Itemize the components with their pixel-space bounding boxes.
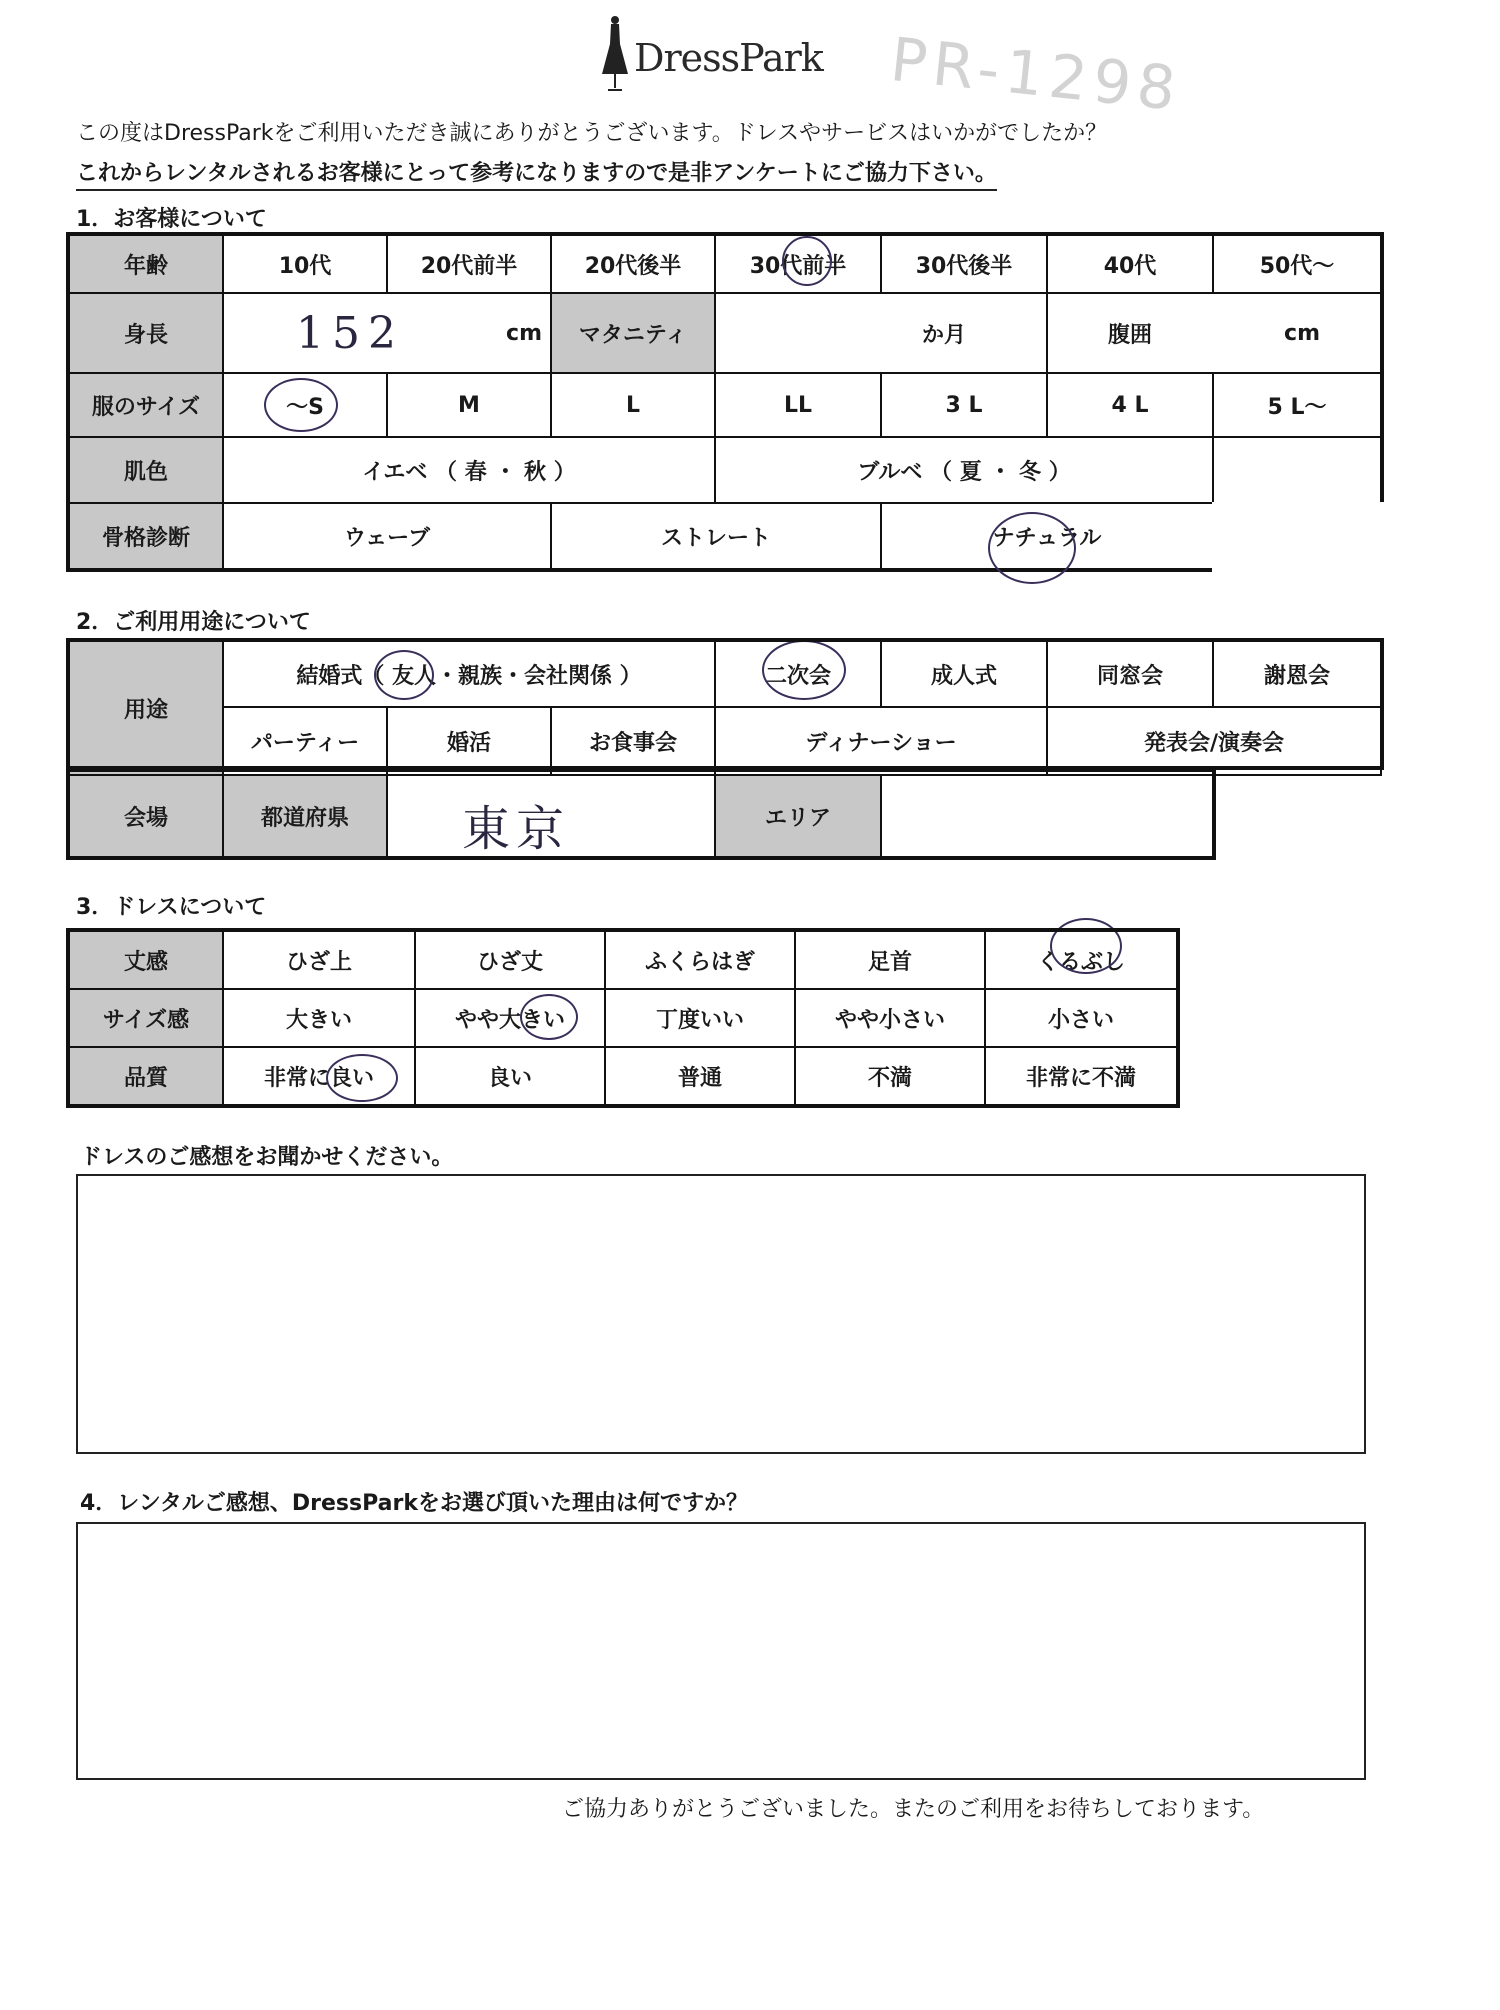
purpose-after-party-selected[interactable]: 二次会 [714, 640, 882, 708]
waist-unit: cm [1284, 320, 1320, 346]
dress-comment-label: ドレスのご感想をお聞かせください。 [80, 1145, 454, 1170]
purpose-option[interactable]: 同窓会 [1046, 640, 1214, 708]
height-label: 身長 [68, 292, 224, 374]
waist-label: 腹囲 [1108, 322, 1153, 348]
age-option[interactable]: 40代 [1046, 234, 1214, 294]
age-option[interactable]: 20代前半 [386, 234, 552, 294]
section-1-title: 1．お客様について [76, 207, 267, 232]
size-selection-mark [264, 378, 338, 432]
frame-option[interactable]: ストレート [550, 502, 882, 570]
thanks-message: ご協力ありがとうございました。またのご利用をお待ちしております。 [562, 1797, 1265, 1822]
age-option-selected[interactable]: 30代前半 [714, 234, 882, 294]
size-option[interactable]: LL [714, 372, 882, 438]
purpose-option[interactable]: ディナーショー [714, 706, 1048, 776]
quality-option[interactable]: 非常に不満 [984, 1046, 1178, 1106]
size-option[interactable]: 4 L [1046, 372, 1214, 438]
size-option[interactable]: M [386, 372, 552, 438]
fit-option[interactable]: 大きい [222, 988, 416, 1048]
dress-comment-box[interactable] [76, 1174, 1366, 1454]
quality-option[interactable]: 普通 [604, 1046, 796, 1106]
size-option[interactable]: 5 L～ [1212, 372, 1382, 438]
section-3-title: 3．ドレスについて [76, 895, 267, 920]
length-option[interactable]: 足首 [794, 930, 986, 990]
fit-option-selected[interactable]: やや大きい [414, 988, 606, 1048]
quality-option[interactable]: 良い [414, 1046, 606, 1106]
brand-name: DressPark [634, 36, 823, 80]
venue-label: 会場 [68, 774, 224, 858]
size-label: 服のサイズ [68, 372, 224, 438]
skin-blue-option[interactable]: ブルベ （ 夏 ・ 冬 ） [714, 436, 1214, 504]
fit-label: サイズ感 [68, 988, 224, 1048]
maternity-month-field[interactable] [714, 292, 1048, 374]
dress-icon [600, 14, 630, 94]
quality-option-selected[interactable]: 非常に良い [222, 1046, 416, 1106]
prefecture-value: 東京 [462, 801, 571, 857]
size-option-selected[interactable]: ～S [222, 372, 388, 438]
length-option[interactable]: ひざ丈 [414, 930, 606, 990]
section-2-title: 2．ご利用用途について [76, 610, 311, 635]
age-option[interactable]: 20代後半 [550, 234, 716, 294]
quality-option[interactable]: 不満 [794, 1046, 986, 1106]
fit-option[interactable]: やや小さい [794, 988, 986, 1048]
frame-label: 骨格診断 [68, 502, 224, 570]
length-option[interactable]: ふくらはぎ [604, 930, 796, 990]
prefecture-label: 都道府県 [222, 774, 388, 858]
length-option[interactable]: ひざ上 [222, 930, 416, 990]
area-label: エリア [714, 774, 882, 858]
quality-label: 品質 [68, 1046, 224, 1106]
skin-yellow-option[interactable]: イエベ （ 春 ・ 秋 ） [222, 436, 716, 504]
age-selection-mark [782, 236, 832, 286]
intro-line-2: これからレンタルされるお客様にとって参考になりますので是非アンケートにご協力下さい。 [76, 156, 997, 191]
skin-label: 肌色 [68, 436, 224, 504]
purpose-option[interactable]: パーティー [222, 706, 388, 776]
age-option[interactable]: 50代～ [1212, 234, 1382, 294]
dress-table-border [66, 928, 1180, 1108]
purpose-label: 用途 [68, 640, 224, 776]
purpose-option[interactable]: 謝恩会 [1212, 640, 1382, 708]
waist-field[interactable] [1046, 292, 1382, 374]
blank-corner [1212, 502, 1384, 574]
length-option-selected[interactable]: くるぶし [984, 930, 1178, 990]
intro-line-1: この度はDressParkをご利用いただき誠にありがとうございます。ドレスやサービスはいかがでしたか？ [76, 121, 1108, 146]
age-label: 年齢 [68, 234, 224, 294]
purpose-option[interactable]: 発表会/演奏会 [1046, 706, 1382, 776]
frame-selection-mark [988, 512, 1076, 584]
age-option[interactable]: 10代 [222, 234, 388, 294]
rental-comment-box[interactable] [76, 1522, 1366, 1780]
month-unit: か月 [921, 322, 966, 348]
size-option[interactable]: 3 L [880, 372, 1048, 438]
frame-option[interactable]: ウェーブ [222, 502, 552, 570]
frame-option-selected[interactable]: ナチュラル [880, 502, 1214, 570]
purpose-option[interactable]: お食事会 [550, 706, 716, 776]
purpose-wedding[interactable]: 結婚式（ 友人・親族・会社関係 ） [222, 640, 716, 708]
purpose-option[interactable]: 婚活 [386, 706, 552, 776]
dresspark-logo [600, 14, 840, 94]
height-value: 152 [296, 308, 404, 359]
height-unit: cm [506, 320, 542, 346]
pencil-note: PR-1298 [887, 24, 1185, 126]
section-4-title: 4．レンタルご感想、DressParkをお選び頂いた理由は何ですか？ [80, 1491, 748, 1516]
maternity-label: マタニティ [550, 292, 716, 374]
venue-table-border [66, 768, 1216, 860]
length-label: 丈感 [68, 930, 224, 990]
fit-option[interactable]: 丁度いい [604, 988, 796, 1048]
purpose-table-border [66, 638, 1384, 770]
size-option[interactable]: L [550, 372, 716, 438]
purpose-option[interactable]: 成人式 [880, 640, 1048, 708]
fit-option[interactable]: 小さい [984, 988, 1178, 1048]
age-option[interactable]: 30代後半 [880, 234, 1048, 294]
